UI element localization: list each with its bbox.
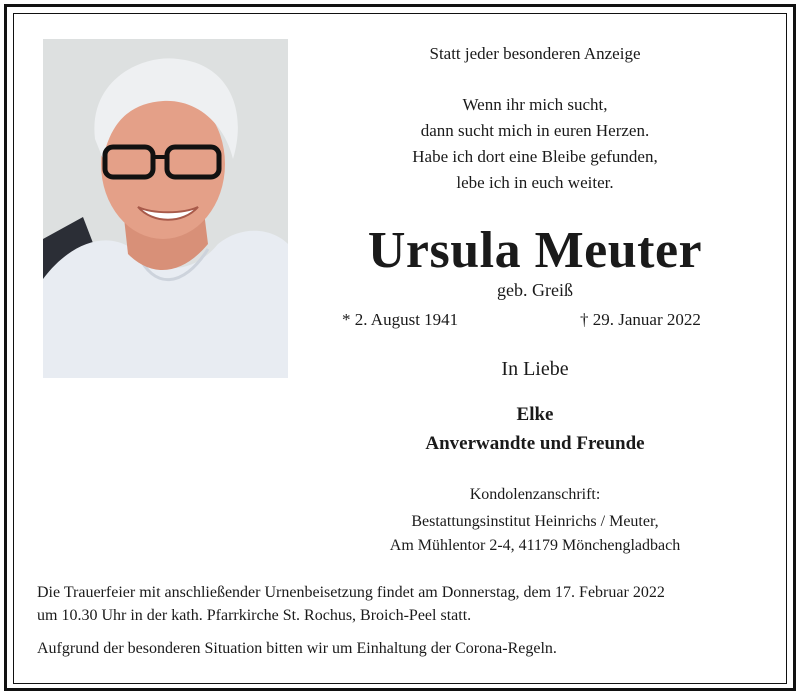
poem-line: Wenn ihr mich sucht, (462, 95, 608, 114)
mourner-name: Anverwandte und Freunde (425, 433, 645, 454)
funeral-notice-line: um 10.30 Uhr in der kath. Pfarrkirche St. Rochus, Broich-Peel statt. (37, 607, 472, 624)
mourner-name: Elke (516, 404, 554, 425)
condolence-line: Bestattungsinstitut Heinrichs / Meuter, (411, 513, 659, 530)
poem-line: dann sucht mich in euren Herzen. (420, 121, 650, 140)
condolence-address (300, 510, 770, 558)
deceased-name: Ursula Meuter (367, 222, 703, 279)
death-date: † 29. Januar 2022 (580, 310, 701, 329)
maiden-name: geb. Greiß (497, 280, 573, 300)
poem-line: lebe ich in euch weiter. (456, 173, 614, 192)
birth-date: * 2. August 1941 (342, 310, 459, 329)
intro-line: Statt jeder besonderen Anzeige (429, 44, 641, 63)
condolence-line: Am Mühlentor 2-4, 41179 Mönchengladbach (389, 537, 681, 554)
condolence-label: Kondolenzanschrift: (469, 486, 601, 503)
mourners-list (300, 400, 770, 458)
mourners-intro: In Liebe (501, 358, 569, 380)
poem-line: Habe ich dort eine Bleibe gefunden, (412, 147, 658, 166)
poem (300, 92, 770, 196)
funeral-notice (37, 581, 777, 627)
portrait-photo (43, 39, 288, 378)
funeral-notice-line: Die Trauerfeier mit anschließender Urnenbeisetzung findet am Donnerstag, dem 17. Februar 2022 (37, 584, 665, 601)
corona-notice: Aufgrund der besonderen Situation bitten wir um Einhaltung der Corona-Regeln. (37, 640, 557, 657)
